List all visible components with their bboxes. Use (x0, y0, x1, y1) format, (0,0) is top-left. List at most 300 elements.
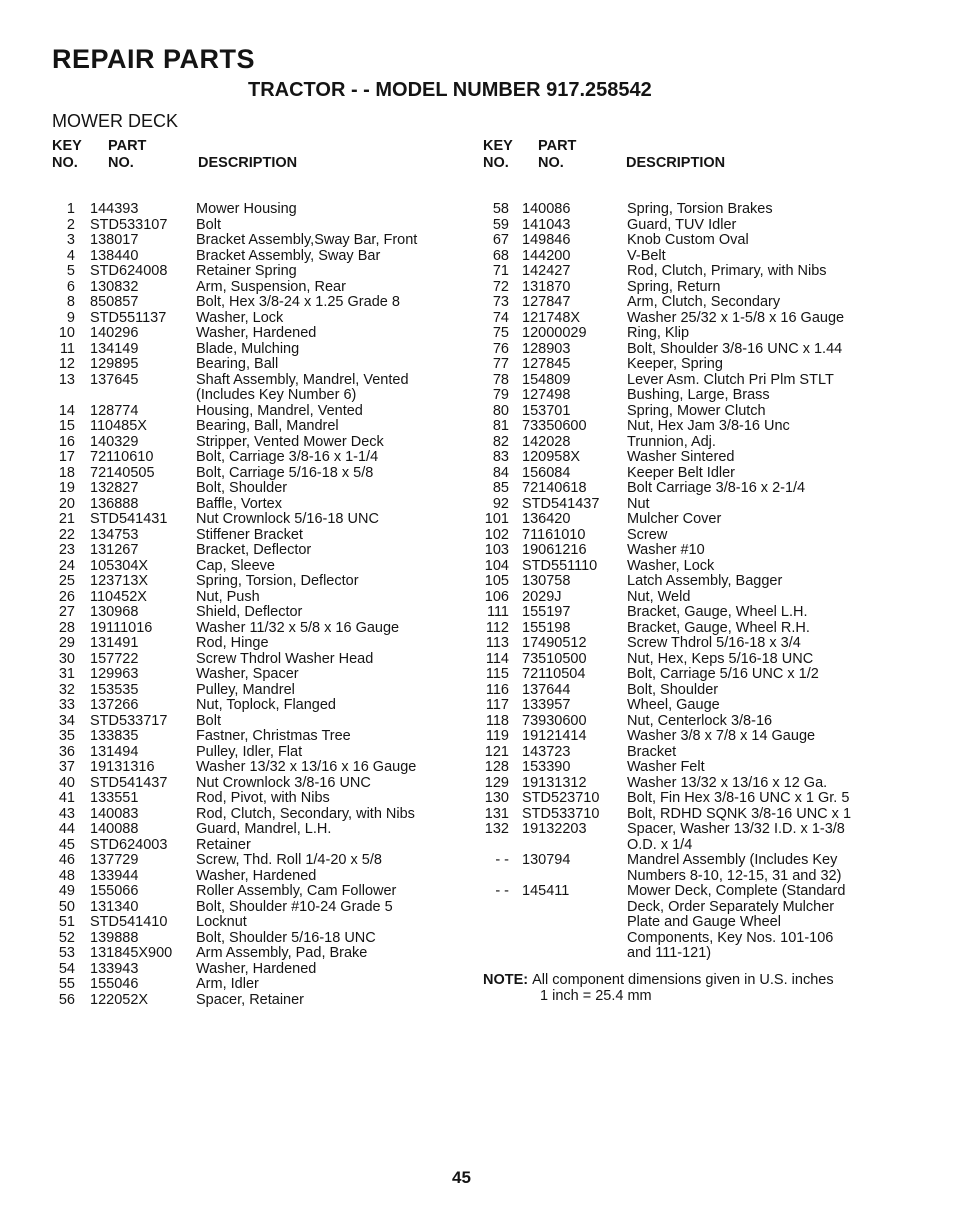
part-description: Mulcher Cover (627, 511, 722, 527)
table-row (50, 264, 470, 280)
key-number: 9 (66, 309, 75, 326)
part-number: 19131312 (522, 774, 587, 791)
part-description: Screw Thdrol 5/16-18 x 3/4 (627, 635, 801, 651)
part-description: Pulley, Idler, Flat (196, 743, 303, 760)
part-description: Rod, Clutch, Secondary, with Nibs (196, 805, 415, 822)
table-row (50, 714, 470, 730)
table-row (480, 404, 890, 420)
part-number: STD551137 (90, 309, 167, 326)
part-number: 140083 (90, 805, 139, 822)
key-number: 73 (492, 294, 509, 310)
key-number: 80 (492, 402, 509, 419)
part-description: Components, Key Nos. 101-106 (627, 929, 834, 946)
table-row (50, 202, 470, 218)
key-number: 92 (492, 495, 509, 512)
table-row (480, 295, 890, 311)
key-number: 18 (58, 464, 75, 481)
key-number: 129 (484, 774, 509, 791)
part-number: 127498 (522, 387, 571, 403)
part-number: 133957 (522, 697, 571, 713)
key-number: - - (495, 852, 509, 868)
parts-table-left (50, 138, 470, 1008)
key-number (480, 946, 509, 962)
key-number: 79 (492, 387, 509, 403)
part-description: Locknut (196, 914, 247, 930)
table-row (50, 776, 470, 792)
key-number: 27 (58, 604, 75, 620)
part-header-no: NO. (538, 155, 564, 171)
key-number: 74 (492, 309, 509, 326)
key-number: 101 (484, 511, 509, 527)
part-description: Washer 11/32 x 5/8 x 16 Gauge (196, 619, 400, 636)
table-row (480, 233, 890, 249)
part-description: Nut Crownlock 3/8-16 UNC (196, 774, 371, 791)
key-number: 131 (484, 805, 509, 822)
table-row (50, 357, 470, 373)
key-number: 132 (484, 821, 509, 837)
part-number: 129963 (90, 666, 139, 682)
part-description: Keeper, Spring (627, 356, 723, 372)
part-number: 140086 (522, 201, 571, 217)
table-row (480, 652, 890, 668)
part-number: 130832 (90, 278, 139, 295)
part-number: 133943 (90, 960, 139, 977)
part-description: Bracket Assembly,Sway Bar, Front (196, 232, 418, 248)
table-row (480, 342, 890, 358)
table-row (480, 311, 890, 327)
part-header: PART (538, 138, 577, 154)
part-description: Washer, Spacer (196, 666, 299, 682)
part-number (509, 931, 627, 947)
part-number (509, 869, 627, 885)
part-description: Stiffener Bracket (196, 526, 303, 543)
key-number (50, 388, 75, 404)
table-row (50, 760, 470, 776)
part-description: Bolt, Fin Hex 3/8-16 UNC x 1 Gr. 5 (627, 790, 850, 806)
part-description: Bracket, Deflector (196, 542, 312, 558)
key-number: 113 (485, 635, 509, 651)
key-number: 6 (66, 278, 75, 295)
part-number (509, 838, 627, 854)
part-number: 110452X (90, 588, 147, 605)
part-number: 2029J (522, 588, 562, 605)
key-header: KEY (483, 138, 513, 154)
part-number: 144200 (522, 247, 571, 264)
part-number: 129895 (90, 356, 139, 372)
table-row (50, 342, 470, 358)
table-row (480, 450, 890, 466)
key-number: 56 (58, 991, 75, 1008)
key-number (480, 869, 509, 885)
table-row (480, 915, 890, 931)
table-row (480, 373, 890, 389)
table-row (50, 574, 470, 590)
part-description: Bearing, Ball, Mandrel (196, 418, 339, 434)
part-description: Nut, Weld (627, 588, 691, 605)
part-description: Housing, Mandrel, Vented (196, 402, 363, 419)
table-row (50, 326, 470, 342)
key-number: 13 (58, 371, 75, 388)
part-description: Washer #10 (627, 542, 705, 558)
part-number: STD533710 (522, 805, 600, 822)
table-header (50, 138, 470, 202)
part-number: 72110610 (90, 449, 154, 465)
part-number: 155197 (522, 604, 571, 620)
table-row (480, 559, 890, 575)
part-description: Shaft Assembly, Mandrel, Vented (196, 371, 409, 388)
part-header-no: NO. (108, 155, 134, 171)
key-number: 78 (492, 371, 509, 388)
part-number: 138017 (90, 232, 139, 248)
table-row (50, 233, 470, 249)
table-row (480, 621, 890, 637)
part-number: 132827 (90, 480, 139, 496)
part-description: Bolt, Shoulder 5/16-18 UNC (196, 929, 376, 946)
part-number: 120958X (522, 449, 581, 465)
key-number: 23 (58, 542, 75, 558)
part-number: 110485X (90, 418, 147, 434)
part-description: Bolt, RDHD SQNK 3/8-16 UNC x 1 (627, 805, 852, 822)
note-line-1: All component dimensions given in U.S. inches (532, 972, 834, 988)
part-number: 130794 (522, 852, 571, 868)
part-number: 133944 (90, 867, 139, 884)
part-description: Spring, Torsion Brakes (627, 201, 773, 217)
part-number: 137266 (90, 697, 139, 713)
key-number: 102 (484, 526, 509, 543)
part-description: Washer 13/32 x 13/16 x 16 Gauge (196, 759, 417, 775)
part-description: Nut Crownlock 5/16-18 UNC (196, 511, 379, 527)
key-number: 81 (492, 418, 509, 434)
table-row (50, 295, 470, 311)
section-heading: MOWER DECK (52, 111, 178, 131)
table-row (480, 636, 890, 652)
note-line-2: 1 inch = 25.4 mm (540, 988, 652, 1004)
part-number: STD541410 (90, 914, 168, 930)
part-number (75, 388, 196, 404)
table-row (50, 807, 470, 823)
table-row (480, 419, 890, 435)
key-number: 10 (58, 325, 75, 341)
part-description: Washer, Lock (627, 557, 715, 574)
table-row (480, 218, 890, 234)
part-description: Screw, Thd. Roll 1/4-20 x 5/8 (196, 852, 382, 868)
key-number: 76 (492, 340, 509, 357)
key-number: 116 (485, 681, 509, 698)
key-number: 52 (58, 929, 75, 946)
part-number: 72140618 (522, 480, 587, 496)
table-row (50, 667, 470, 683)
part-number: 131491 (90, 635, 139, 651)
part-description: Guard, Mandrel, L.H. (196, 821, 332, 837)
table-row (50, 528, 470, 544)
part-number: 19131316 (90, 759, 155, 775)
key-number: 115 (485, 666, 509, 682)
table-row (50, 822, 470, 838)
part-description: Spring, Mower Clutch (627, 402, 766, 419)
table-row (480, 326, 890, 342)
table-row (50, 512, 470, 528)
part-number: STD551110 (522, 557, 598, 574)
table-row (480, 760, 890, 776)
key-number: 35 (58, 728, 75, 744)
key-number: 25 (58, 573, 75, 589)
part-description: Mower Deck, Complete (Standard (627, 883, 846, 899)
part-description: Bearing, Ball (196, 356, 279, 372)
table-row (480, 838, 890, 854)
table-row (480, 667, 890, 683)
part-number: STD523710 (522, 790, 600, 806)
part-description: Pulley, Mandrel (196, 681, 295, 698)
part-number: 134753 (90, 526, 139, 543)
part-number: 134149 (90, 340, 139, 357)
table-row (480, 884, 890, 900)
part-description: Bolt, Carriage 5/16-18 x 5/8 (196, 464, 374, 481)
part-description: Latch Assembly, Bagger (627, 573, 783, 589)
table-row (480, 264, 890, 280)
part-description: Retainer (196, 836, 251, 853)
table-row (50, 497, 470, 513)
key-number: 43 (58, 805, 75, 822)
key-header: KEY (52, 138, 82, 154)
part-number (509, 946, 627, 962)
part-description: Washer 3/8 x 7/8 x 14 Gauge (627, 728, 816, 744)
part-number: 133551 (90, 790, 139, 806)
part-description: O.D. x 1/4 (627, 836, 693, 853)
key-number: 34 (58, 712, 75, 729)
key-number: 59 (492, 216, 509, 233)
key-number: 48 (58, 867, 75, 884)
part-description: Arm, Clutch, Secondary (627, 294, 781, 310)
part-description: Washer Sintered (627, 449, 735, 465)
part-number: 149846 (522, 232, 571, 248)
key-number: 17 (58, 449, 75, 465)
note-label: NOTE: (483, 972, 529, 988)
part-number: 72110504 (522, 666, 586, 682)
key-number: 16 (58, 433, 75, 450)
part-description: Bracket, Gauge, Wheel L.H. (627, 604, 808, 620)
part-description: Fastner, Christmas Tree (196, 728, 351, 744)
part-number: 136888 (90, 495, 139, 512)
part-description: Washer 25/32 x 1-5/8 x 16 Gauge (627, 309, 845, 326)
part-number: 71161010 (522, 526, 586, 543)
table-row (480, 900, 890, 916)
part-description: Shield, Deflector (196, 604, 303, 620)
part-description: Bolt, Carriage 5/16 UNC x 1/2 (627, 666, 819, 682)
table-row (50, 388, 470, 404)
part-number: 145411 (522, 883, 570, 899)
table-row (50, 838, 470, 854)
table-row (480, 357, 890, 373)
part-description: Stripper, Vented Mower Deck (196, 433, 384, 450)
key-number: 22 (58, 526, 75, 543)
part-number: 72140505 (90, 464, 155, 481)
table-row (480, 946, 890, 962)
key-number: 67 (492, 232, 509, 248)
table-row (480, 729, 890, 745)
key-number: 83 (492, 449, 509, 465)
description-header: DESCRIPTION (626, 155, 726, 171)
table-row (480, 745, 890, 761)
part-number: 144393 (90, 201, 139, 217)
part-number: 19132203 (522, 821, 587, 837)
key-number: 41 (58, 790, 75, 806)
part-description: Spacer, Washer 13/32 I.D. x 1-3/8 (627, 821, 845, 837)
table-row (50, 900, 470, 916)
part-number: 153535 (90, 681, 139, 698)
table-row (480, 776, 890, 792)
part-description: Trunnion, Adj. (627, 433, 716, 450)
page-number: 45 (452, 1168, 471, 1187)
table-row (50, 962, 470, 978)
table-row (480, 512, 890, 528)
table-row (50, 311, 470, 327)
key-number: 118 (485, 712, 509, 729)
table-row (480, 249, 890, 265)
part-number: 133835 (90, 728, 139, 744)
table-row (480, 543, 890, 559)
key-number: 75 (492, 325, 509, 341)
key-number: 112 (485, 619, 509, 636)
table-row (480, 605, 890, 621)
table-row (480, 590, 890, 606)
key-number: 105 (484, 573, 509, 589)
part-description: Roller Assembly, Cam Follower (196, 883, 397, 899)
part-number: 127845 (522, 356, 571, 372)
part-description: (Includes Key Number 6) (196, 387, 357, 403)
table-row (480, 497, 890, 513)
key-number: 4 (66, 247, 75, 264)
key-number: 111 (486, 604, 509, 620)
table-row (480, 822, 890, 838)
table-row (50, 280, 470, 296)
table-row (480, 791, 890, 807)
table-row (480, 574, 890, 590)
part-description: Spacer, Retainer (196, 991, 305, 1008)
table-row (480, 528, 890, 544)
part-description: Washer, Lock (196, 309, 284, 326)
part-number: 137729 (90, 852, 139, 868)
part-description: Washer 13/32 x 13/16 x 12 Ga. (627, 774, 828, 791)
key-number: 44 (58, 821, 75, 837)
key-number: 46 (58, 852, 75, 868)
table-row (50, 884, 470, 900)
key-header-no: NO. (52, 155, 78, 171)
part-description: Baffle, Vortex (196, 495, 282, 512)
part-description: Screw Thdrol Washer Head (196, 650, 374, 667)
table-row (480, 869, 890, 885)
part-description: Numbers 8-10, 12-15, 31 and 32) (627, 867, 842, 884)
part-number: 140088 (90, 821, 139, 837)
table-row (50, 404, 470, 420)
part-description: Arm, Idler (196, 976, 259, 992)
table-row (50, 931, 470, 947)
key-number: 8 (66, 294, 75, 310)
table-row (50, 590, 470, 606)
part-number: 105304X (90, 557, 149, 574)
part-description: V-Belt (627, 247, 666, 264)
key-number: 28 (58, 619, 75, 636)
part-description: Screw (627, 526, 668, 543)
key-number: 2 (66, 216, 75, 233)
key-number: 82 (492, 433, 509, 450)
table-header (480, 138, 890, 202)
part-description: Arm Assembly, Pad, Brake (196, 945, 368, 961)
part-number: 153390 (522, 759, 571, 775)
key-number: 49 (58, 883, 75, 899)
table-row (50, 621, 470, 637)
part-description: Blade, Mulching (196, 340, 300, 357)
key-number: 45 (58, 836, 75, 853)
dimension-note (483, 972, 834, 1004)
key-number: 3 (66, 232, 75, 248)
part-number: STD541437 (90, 774, 168, 791)
table-row (50, 993, 470, 1009)
part-description: Rod, Clutch, Primary, with Nibs (627, 263, 827, 279)
key-number: 71 (492, 263, 509, 279)
part-header: PART (108, 138, 147, 154)
table-row (50, 915, 470, 931)
part-number: 140296 (90, 325, 139, 341)
part-number: STD624003 (90, 836, 168, 853)
key-number: 128 (484, 759, 509, 775)
part-number (509, 915, 627, 931)
table-row (50, 543, 470, 559)
part-description: Wheel, Gauge (627, 697, 720, 713)
part-number: 19111016 (90, 619, 153, 636)
part-number (509, 900, 627, 916)
key-number (480, 931, 509, 947)
part-number: 156084 (522, 464, 571, 481)
part-description: Deck, Order Separately Mulcher (627, 898, 835, 915)
key-number: 31 (58, 666, 75, 682)
key-number (480, 838, 509, 854)
part-number: 131494 (90, 743, 139, 760)
parts-rows-left (50, 202, 470, 1008)
table-row (50, 605, 470, 621)
part-number: 142028 (522, 433, 571, 450)
part-description: Rod, Pivot, with Nibs (196, 790, 330, 806)
table-row (50, 946, 470, 962)
table-row (50, 869, 470, 885)
key-number: 68 (492, 247, 509, 264)
key-number: 106 (484, 588, 509, 605)
table-row (50, 559, 470, 575)
part-description: Keeper Belt Idler (627, 464, 736, 481)
page-title: REPAIR PARTS (52, 44, 256, 74)
part-number: 155066 (90, 883, 139, 899)
table-row (480, 698, 890, 714)
part-number: 73930600 (522, 712, 587, 729)
key-number: 77 (492, 356, 509, 372)
part-number: 137645 (90, 371, 139, 388)
key-number: 19 (58, 480, 75, 496)
part-description: Washer, Hardened (196, 960, 317, 977)
description-header: DESCRIPTION (198, 155, 298, 171)
table-row (50, 218, 470, 234)
table-row (480, 466, 890, 482)
part-description: Rod, Hinge (196, 635, 269, 651)
key-number: 119 (485, 728, 509, 744)
part-description: Washer, Hardened (196, 867, 317, 884)
part-number: STD533107 (90, 216, 168, 233)
part-description: Bolt, Shoulder 3/8-16 UNC x 1.44 (627, 340, 843, 357)
part-number: 128903 (522, 340, 571, 357)
part-description: Knob Custom Oval (627, 232, 749, 248)
part-description: Nut, Centerlock 3/8-16 (627, 712, 773, 729)
part-description: Washer, Hardened (196, 325, 317, 341)
part-number: 131870 (522, 278, 571, 295)
key-number (480, 900, 509, 916)
